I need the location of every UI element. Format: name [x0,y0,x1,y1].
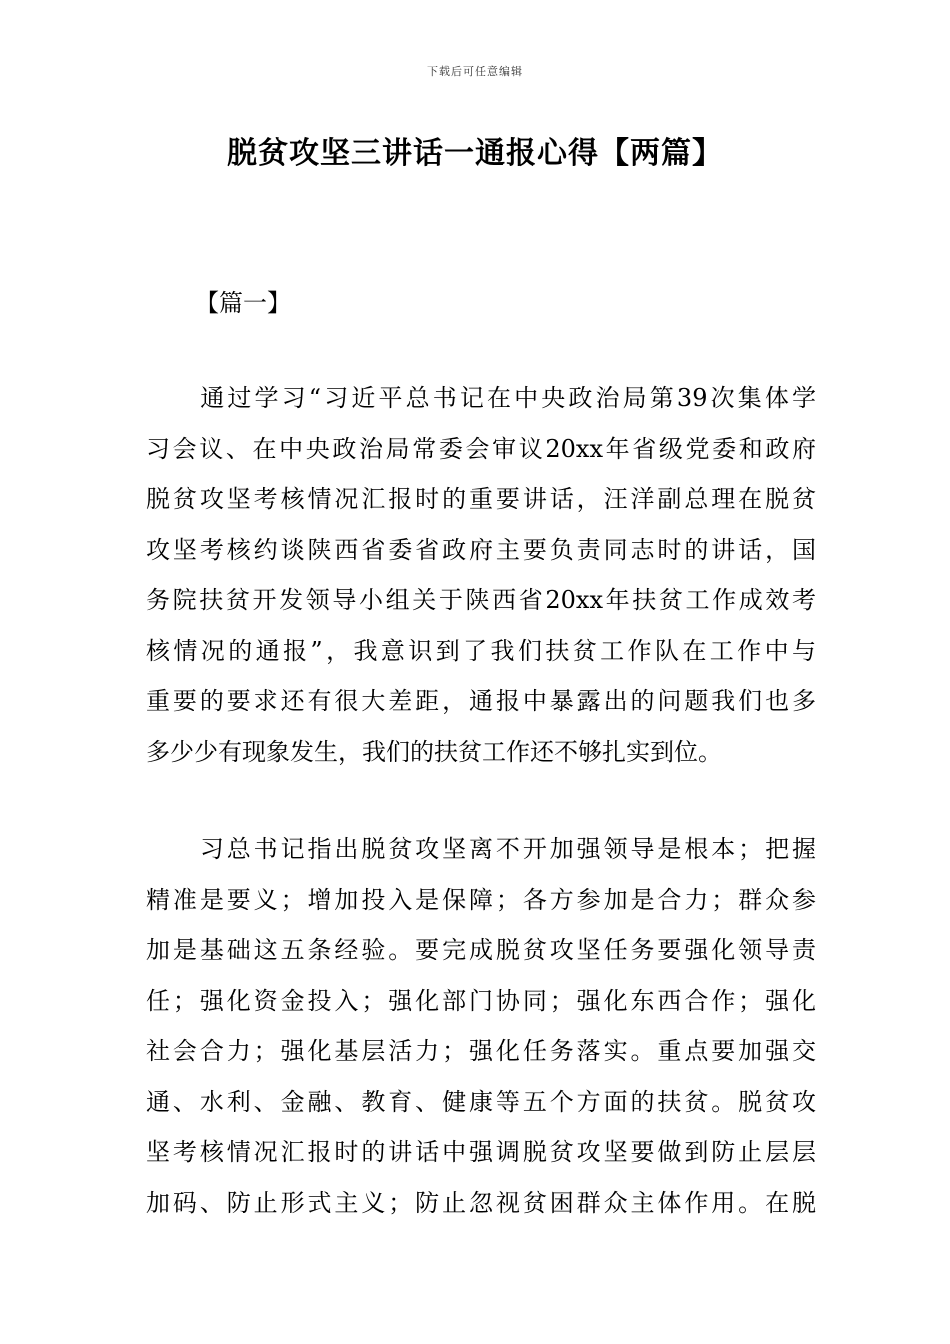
paragraph-line: 脱贫攻坚考核情况汇报时的重要讲话，汪洋副总理在脱贫 [146,485,816,513]
document-title: 脱贫攻坚三讲话一通报心得【两篇】 [227,136,723,171]
header-note: 下载后可任意编辑 [427,65,523,78]
paragraph-line: 通、水利、金融、教育、健康等五个方面的扶贫。脱贫攻 [146,1087,816,1116]
paragraph-line: 加是基础这五条经验。要完成脱贫攻坚任务要强化领导责 [146,936,816,964]
paragraph-line: 攻坚考核约谈陕西省委省政府主要负责同志时的讲话，国 [146,535,816,564]
paragraph-line: 通过学习“习近平总书记在中央政治局第39次集体学 [146,384,816,412]
paragraph-line: 任；强化资金投入；强化部门协同；强化东西合作；强化 [146,986,816,1015]
paragraph-line: 坚考核情况汇报时的讲话中强调脱贫攻坚要做到防止层层 [146,1138,816,1166]
paragraph-line: 精准是要义；增加投入是保障；各方参加是合力；群众参 [146,885,816,914]
paragraph-line: 习会议、在中央政治局常委会审议20xx年省级党委和政府 [146,434,816,463]
paragraph-line: 多少少有现象发生，我们的扶贫工作还不够扎实到位。 [146,737,722,766]
paragraph-1 [146,373,816,777]
paragraph-line: 加码、防止形式主义；防止忽视贫困群众主体作用。在脱 [146,1188,816,1217]
section-label: 【篇一】 [195,289,291,317]
paragraph-line: 社会合力；强化基层活力；强化任务落实。重点要加强交 [146,1037,816,1065]
paragraph-line: 重要的要求还有很大差距，通报中暴露出的问题我们也多 [146,687,816,715]
paragraph-line: 习总书记指出脱贫攻坚离不开加强领导是根本；把握 [146,835,816,863]
paragraph-2 [146,824,816,1228]
paragraph-line: 务院扶贫开发领导小组关于陕西省20xx年扶贫工作成效考 [146,586,816,614]
paragraph-line: 核情况的通报”，我意识到了我们扶贫工作队在工作中与 [146,636,816,665]
